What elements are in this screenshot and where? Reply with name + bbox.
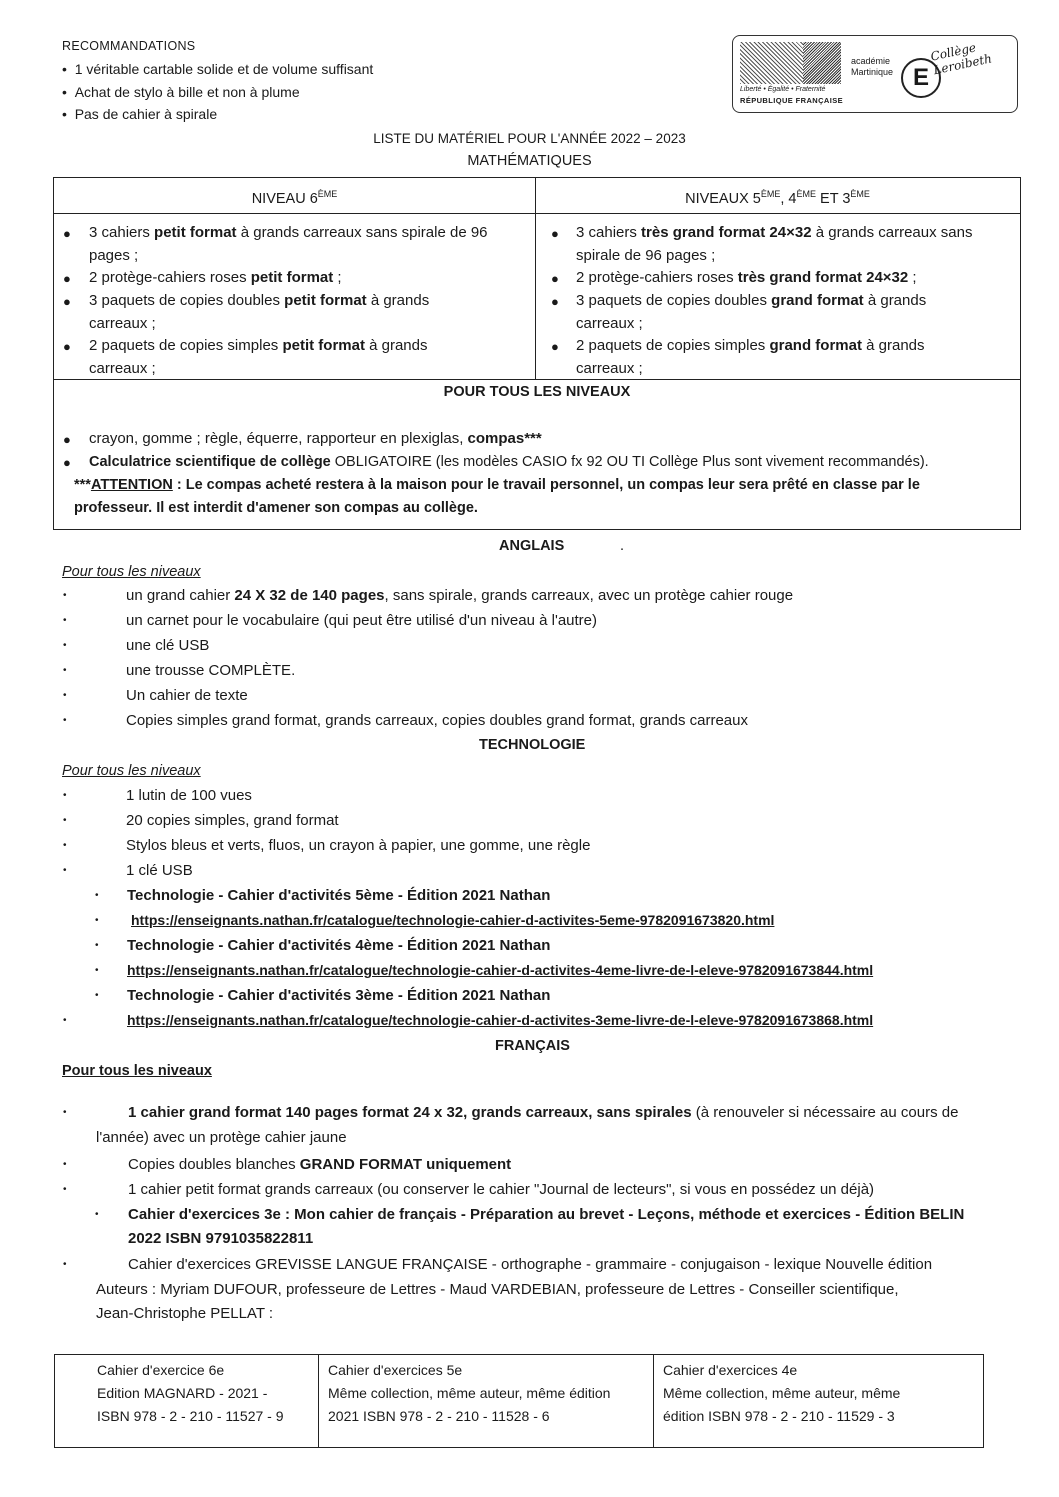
logo-republic: RÉPUBLIQUE FRANÇAISE <box>740 96 844 105</box>
marianne-logo-stripe <box>803 42 841 84</box>
book-link[interactable]: https://enseignants.nathan.fr/catalogue/technologie-cahier-d-activites-4eme-livre-de-l-eleve-9782091673844.html <box>127 962 874 978</box>
bullet: ● <box>551 294 559 309</box>
list-item: un carnet pour le vocabulaire (qui peut être utilisé d'un niveau à l'autre) <box>126 612 598 629</box>
bullet: • <box>63 640 67 651</box>
math-table <box>53 177 1021 530</box>
bullet: • <box>63 590 67 601</box>
bullet: ● <box>63 271 71 286</box>
anglais-heading: ANGLAIS <box>499 538 565 554</box>
bullet: ● <box>63 455 71 470</box>
list-item: 2 protège-cahiers roses très grand format 24×32 ; <box>576 269 917 286</box>
school-logo <box>732 35 1018 113</box>
all-levels-header: POUR TOUS LES NIVEAUX <box>443 384 631 400</box>
bullet: • <box>63 715 67 726</box>
bullet: ● <box>63 294 71 309</box>
technologie-subheading: Pour tous les niveaux <box>62 763 201 779</box>
list-item: 20 copies simples, grand format <box>126 812 339 829</box>
bullet: • <box>63 665 67 676</box>
list-item: une clé USB <box>126 637 210 654</box>
list-item: Copies simples grand format, grands carreaux, copies doubles grand format, grands carreaux <box>126 712 748 729</box>
book-link[interactable]: https://enseignants.nathan.fr/catalogue/technologie-cahier-d-activites-3eme-livre-de-l-eleve-9782091673868.html <box>127 1012 874 1028</box>
list-item: 2 paquets de copies simples grand format à grands carreaux ; <box>576 337 925 377</box>
logo-college-signature: Collège Leroibeth <box>929 40 994 78</box>
list-item: Un cahier de texte <box>126 687 248 704</box>
bullet: ● <box>63 226 71 241</box>
bullet: • <box>95 990 99 1001</box>
table-divider <box>54 213 1020 214</box>
list-item: 1 cahier grand format 140 pages format 24 x 32, grands carreaux, sans spirales (à renouveler si nécessaire au cours de <box>128 1104 959 1121</box>
bullet: • <box>63 1259 67 1270</box>
bullet: • <box>63 815 67 826</box>
bullet: ● <box>63 432 71 447</box>
francais-subheading: Pour tous les niveaux <box>62 1063 212 1079</box>
list-item: Calculatrice scientifique de collège OBLIGATOIRE (les modèles CASIO fx 92 OU TI Collège Plus sont vivement recommandés). <box>89 454 929 470</box>
francais-exercise-table <box>54 1354 984 1448</box>
stray-dot: . <box>620 538 625 554</box>
bullet: • <box>95 1209 99 1220</box>
bullet: ● <box>63 339 71 354</box>
recommendations-title: RECOMMANDATIONS <box>62 39 196 53</box>
book-title: Technologie - Cahier d'activités 4ème - Édition 2021 Nathan <box>127 937 551 954</box>
recommendation-item: • Pas de cahier à spirale <box>62 106 218 122</box>
list-item: 3 paquets de copies doubles petit format à grands carreaux ; <box>89 292 430 332</box>
table-divider <box>318 1355 319 1447</box>
list-item: 2 paquets de copies simples petit format à grands carreaux ; <box>89 337 428 377</box>
list-item: Cahier d'exercices GREVISSE LANGUE FRANÇAISE - orthographe - grammaire - conjugaison - lexique Nouvelle édition <box>128 1256 933 1273</box>
list-item: un grand cahier 24 X 32 de 140 pages, sans spirale, grands carreaux, avec un protège cahier rouge <box>126 587 794 604</box>
book-title: Technologie - Cahier d'activités 3ème - Édition 2021 Nathan <box>127 987 551 1004</box>
attention-note-line2: professeur. Il est interdit d'amener son compas au collège. <box>74 500 478 516</box>
list-item-continued: l'année) avec un protège cahier jaune <box>96 1129 347 1146</box>
table-cell: Cahier d'exercice 6e Edition MAGNARD - 2021 - ISBN 978 - 2 - 210 - 11527 - 9 <box>97 1362 284 1424</box>
list-item-continued: Jean-Christophe PELLAT : <box>96 1305 274 1322</box>
attention-note: ***ATTENTION : Le compas acheté restera à la maison pour le travail personnel, un compas leur sera prêté en classe par le <box>74 477 920 493</box>
recommendation-item: • Achat de stylo à bille et non à plume <box>62 84 300 100</box>
bullet: • <box>63 690 67 701</box>
list-item-continued: Auteurs : Myriam DUFOUR, professeure de Lettres - Maud VARDEBIAN, professeure de Lettres - Conseiller scientifique, <box>96 1281 899 1298</box>
bullet: • <box>95 890 99 901</box>
logo-e-emblem: E <box>901 58 941 98</box>
list-item: 1 lutin de 100 vues <box>126 787 252 804</box>
bullet: • <box>63 615 67 626</box>
list-item: 3 cahiers petit format à grands carreaux sans spirale de 96 pages ; <box>89 224 488 264</box>
page-title: LISTE DU MATÉRIEL POUR L'ANNÉE 2022 – 2023 <box>373 131 686 146</box>
math-heading: MATHÉMATIQUES <box>467 153 592 169</box>
book-link[interactable]: https://enseignants.nathan.fr/catalogue/technologie-cahier-d-activites-5eme-9782091673820.html <box>131 912 775 928</box>
table-cell: Cahier d'exercices 4e Même collection, même auteur, même édition ISBN 978 - 2 - 210 - 11529 - 3 <box>663 1362 901 1424</box>
logo-academie: académie Martinique <box>851 56 894 77</box>
bullet: • <box>63 1015 67 1026</box>
list-item: Copies doubles blanches GRAND FORMAT uniquement <box>128 1156 512 1173</box>
table-cell: Cahier d'exercices 5e Même collection, même auteur, même édition 2021 ISBN 978 - 2 - 210 - 11528 - 6 <box>328 1362 611 1424</box>
anglais-subheading: Pour tous les niveaux <box>62 564 201 580</box>
list-item: 1 cahier petit format grands carreaux (ou conserver le cahier "Journal de lecteurs", si vous en possédez un déjà) <box>128 1181 875 1198</box>
list-item: 2 protège-cahiers roses petit format ; <box>89 269 342 286</box>
list-item: 3 paquets de copies doubles grand format à grands carreaux ; <box>576 292 927 332</box>
logo-motto: Liberté • Égalité • Fraternité <box>740 86 826 93</box>
book-title: Technologie - Cahier d'activités 5ème - Édition 2021 Nathan <box>127 887 551 904</box>
bullet: ● <box>551 226 559 241</box>
bullet: • <box>63 865 67 876</box>
bullet: ● <box>551 271 559 286</box>
list-item: Cahier d'exercices 3e : Mon cahier de français - Préparation au brevet - Leçons, méthode et exercices - Édition BELIN <box>128 1206 965 1223</box>
list-item-continued: 2022 ISBN 9791035822811 <box>128 1230 314 1247</box>
bullet: • <box>63 790 67 801</box>
bullet: • <box>95 915 99 926</box>
bullet: • <box>63 1184 67 1195</box>
recommendation-item: • 1 véritable cartable solide et de volume suffisant <box>62 61 374 77</box>
col-header-6e: NIVEAU 6ÈME <box>251 189 338 207</box>
bullet: ● <box>551 339 559 354</box>
technologie-heading: TECHNOLOGIE <box>479 737 586 753</box>
list-item: une trousse COMPLÈTE. <box>126 662 296 679</box>
bullet: • <box>63 1107 67 1118</box>
col-header-5e-4e-3e: NIVEAUX 5ÈME, 4ÈME ET 3ÈME <box>685 189 870 207</box>
bullet: • <box>95 965 99 976</box>
list-item: 3 cahiers très grand format 24×32 à grands carreaux sans spirale de 96 pages ; <box>576 224 973 264</box>
list-item: crayon, gomme ; règle, équerre, rapporteur en plexiglas, compas*** <box>89 430 542 447</box>
bullet: • <box>95 940 99 951</box>
list-item: 1 clé USB <box>126 862 193 879</box>
bullet: • <box>63 1159 67 1170</box>
list-item: Stylos bleus et verts, fluos, un crayon à papier, une gomme, une règle <box>126 837 591 854</box>
bullet: • <box>63 840 67 851</box>
table-divider <box>653 1355 654 1447</box>
francais-heading: FRANÇAIS <box>495 1038 570 1054</box>
